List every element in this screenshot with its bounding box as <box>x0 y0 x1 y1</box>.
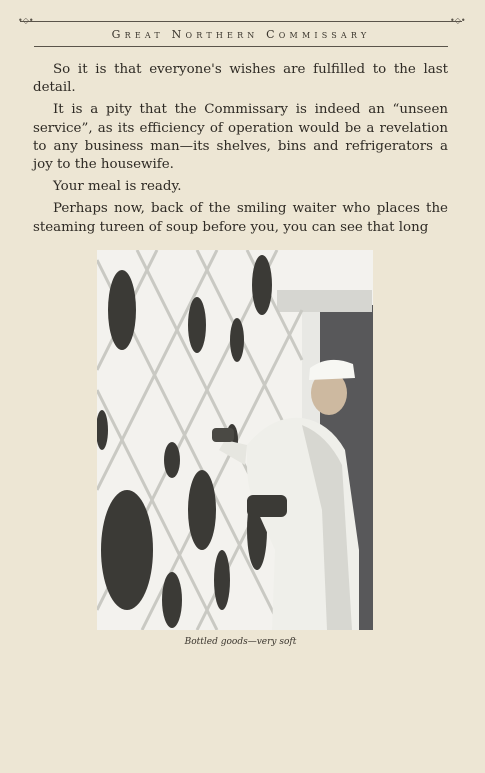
running-head: Great Northern Commissary <box>111 28 371 41</box>
paragraph: So it is that everyone's wishes are fulfilled to the last detail. <box>33 62 448 96</box>
header-rule-top <box>20 21 462 22</box>
photo-bottled-goods <box>97 250 373 630</box>
ornament-right: •◇• <box>450 16 466 25</box>
figure-caption: Bottled goods—very soft <box>184 637 297 647</box>
body-text <box>33 61 448 241</box>
photo-illustration <box>97 250 373 630</box>
ornament-left: •◇• <box>18 16 34 25</box>
header-rule-bottom <box>34 46 448 47</box>
paragraph: Perhaps now, back of the smiling waiter who places the steaming tureen of soup before you, you can see that long <box>33 201 448 235</box>
paragraph: Your meal is ready. <box>53 179 182 195</box>
paragraph: It is a pity that the Commissary is indeed an “unseen service”, as its efficiency of operation would be a revelation to any business man—its shelves, bins and refrigerators a joy to the housewife. <box>33 102 448 173</box>
